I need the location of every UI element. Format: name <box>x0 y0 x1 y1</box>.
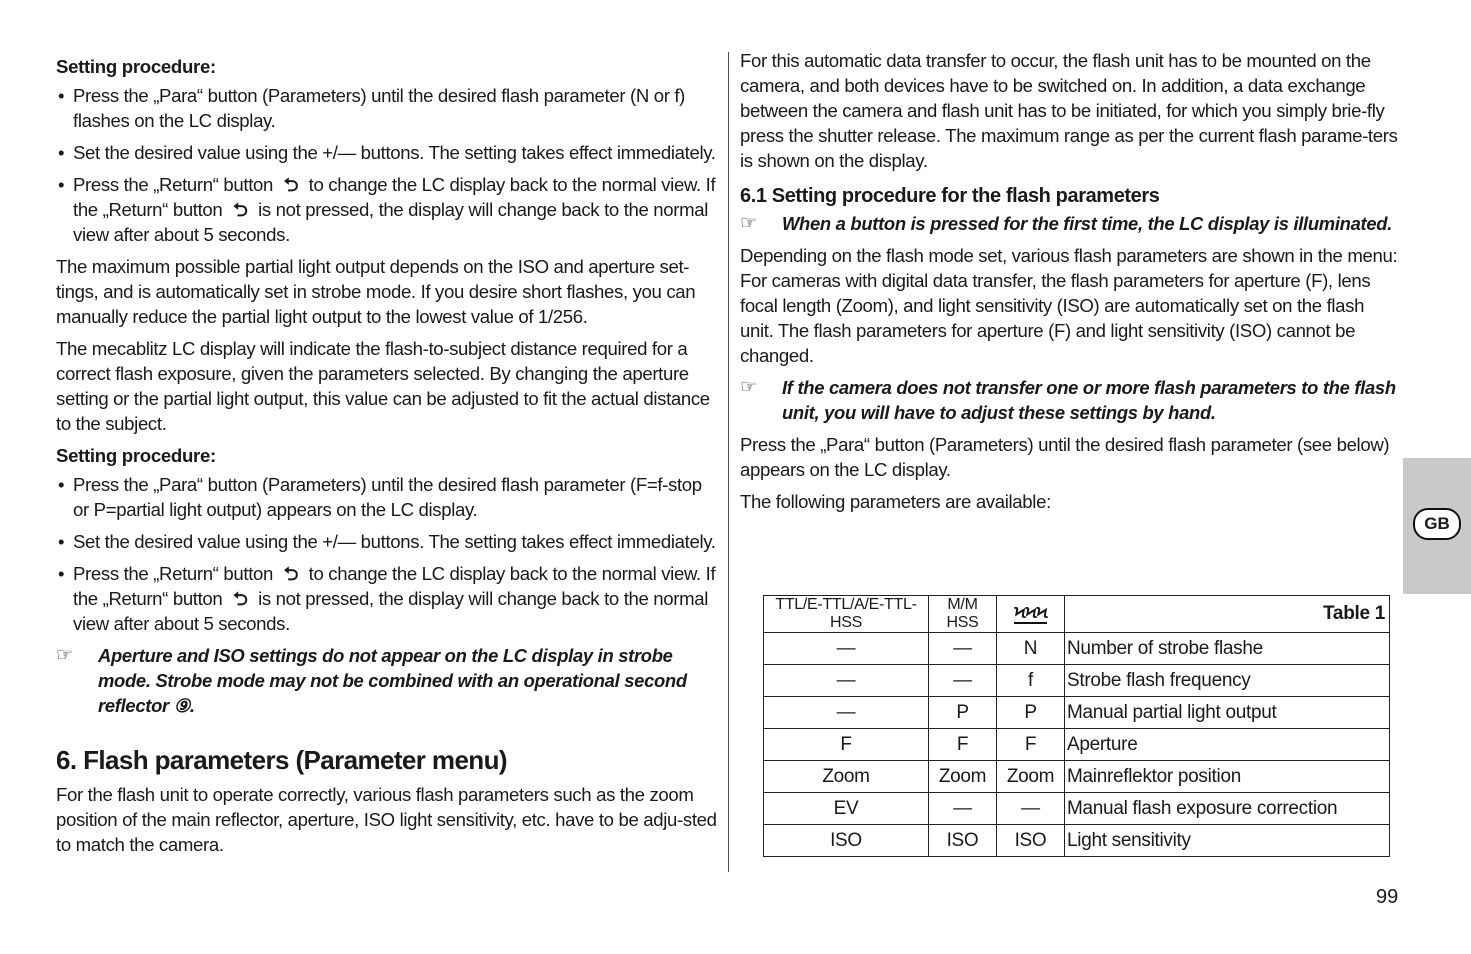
text-segment: is not pressed, the display will change back to the normal view after about 5 seconds. <box>73 199 709 245</box>
return-arrow-icon: ⮌ <box>283 563 299 584</box>
table-cell: Light sensitivity <box>1065 825 1390 857</box>
table-row <box>764 793 1390 825</box>
language-tab <box>1403 458 1471 594</box>
return-arrow-icon: ⮌ <box>232 199 248 220</box>
text-segment: is not pressed, the display will change back to the normal view after about 5 seconds. <box>73 588 709 634</box>
table-cell: F <box>764 729 929 761</box>
setting-procedure-heading: Setting procedure: <box>56 445 216 466</box>
table-row <box>764 761 1390 793</box>
list-item <box>56 172 718 247</box>
list-item: • Press the „Para“ button (Parameters) until the desired flash parameter (F=f-stop or P=partial light output) appears on the LC display. <box>56 472 718 522</box>
table-cell: Strobe flash frequency <box>1065 665 1390 697</box>
header-manual-mode: M/M HSS <box>929 596 997 633</box>
body-paragraph: Press the „Para“ button (Parameters) until the desired flash parameter (see below) appears on the LC display. <box>740 434 1390 480</box>
parameter-table <box>763 595 1390 857</box>
table-cell: f <box>997 665 1065 697</box>
pointing-hand-icon: ☞ <box>740 213 757 234</box>
table-cell: P <box>997 697 1065 729</box>
body-paragraph: For this automatic data transfer to occur, the flash unit has to be mounted on the camera, and both devices have to be switched on. In addition, a data exchange between the camera and flash unit has to be initiated, for which you simply brie-fly press the shutter release. The maximum range as per the current flash parame-ters is shown on the display. <box>740 50 1398 171</box>
list-item: • Press the „Para“ button (Parameters) until the desired flash parameter (N or f) flashes on the LC display. <box>56 83 718 133</box>
header-ttl-mode: TTL/E-TTL/A/E-TTL-HSS <box>764 596 929 633</box>
note <box>740 375 1400 425</box>
table-cell: Manual flash exposure correction <box>1065 793 1390 825</box>
list-item: • Set the desired value using the +/— buttons. The setting takes effect immediately. <box>56 529 718 554</box>
list-item: • Set the desired value using the +/— buttons. The setting takes effect immediately. <box>56 140 718 165</box>
note <box>56 643 718 718</box>
left-column <box>56 48 718 864</box>
table-cell: Aperture <box>1065 729 1390 761</box>
pointing-hand-icon: ☞ <box>56 645 73 666</box>
table-cell: Zoom <box>997 761 1065 793</box>
column-divider <box>728 52 729 872</box>
note-text: If the camera does not transfer one or more flash parameters to the flash unit, you will have to adjust these settings by hand. <box>782 377 1396 423</box>
table-cell: EV <box>764 793 929 825</box>
note <box>740 211 1400 236</box>
table-cell: Zoom <box>764 761 929 793</box>
table-row <box>764 729 1390 761</box>
body-paragraph: The following parameters are available: <box>740 491 1051 512</box>
text-segment: Press the „Return“ button <box>73 174 274 195</box>
section-title: 6. Flash parameters (Parameter menu) <box>56 745 507 775</box>
table-cell: Zoom <box>929 761 997 793</box>
return-arrow-icon: ⮌ <box>283 174 299 195</box>
table-cell: F <box>997 729 1065 761</box>
table-cell: — <box>929 793 997 825</box>
table-cell: ISO <box>929 825 997 857</box>
page-number: 99 <box>1376 886 1399 908</box>
list-item <box>56 561 718 636</box>
body-paragraph: The mecablitz LC display will indicate the flash-to-subject distance required for a correct flash exposure, given the parameters selected. By changing the aperture setting or the partial light output, this value can be adjusted to fit the actual distance to the subject. <box>56 338 710 434</box>
table-cell: ISO <box>764 825 929 857</box>
table-row <box>764 665 1390 697</box>
table-cell: Number of strobe flashe <box>1065 633 1390 665</box>
bullet-list <box>56 83 718 247</box>
table-cell: F <box>929 729 997 761</box>
table-cell: — <box>764 665 929 697</box>
setting-procedure-heading: Setting procedure: <box>56 56 216 77</box>
text-segment: to change the LC display back to the normal view. If the „Return“ button <box>73 563 716 609</box>
table-cell: P <box>929 697 997 729</box>
subsection-title: 6.1 Setting procedure for the flash parameters <box>740 185 1160 207</box>
text-segment: to change the LC display back to the normal view. If the „Return“ button <box>73 174 716 220</box>
table-cell: Manual partial light output <box>1065 697 1390 729</box>
table-label: Table 1 <box>1065 596 1390 633</box>
table-row <box>764 633 1390 665</box>
table-cell: — <box>929 633 997 665</box>
table-cell: — <box>997 793 1065 825</box>
body-paragraph: Depending on the flash mode set, various flash parameters are shown in the menu: For cameras with digital data transfer, the flash parameters for aperture (F), lens focal length (Zoom), and light sensitivity (ISO) are automatically set on the flash unit. The flash parameters for aperture (F) and light sensitivity (ISO) cannot be changed. <box>740 245 1398 366</box>
table-header-row <box>764 596 1390 633</box>
table-cell: ISO <box>997 825 1065 857</box>
strobe-mode-icon: ϞϞϞ <box>1013 604 1048 622</box>
text-segment: Press the „Return“ button <box>73 563 274 584</box>
right-column <box>740 48 1400 521</box>
table-cell: — <box>764 633 929 665</box>
table-row <box>764 697 1390 729</box>
body-paragraph: For the flash unit to operate correctly, various flash parameters such as the zoom position of the main reflector, aperture, ISO light sensitivity, etc. have to be adju-sted to match the camera. <box>56 784 717 855</box>
language-badge: GB <box>1413 508 1461 540</box>
table-cell: Mainreflektor position <box>1065 761 1390 793</box>
table-row <box>764 825 1390 857</box>
table-cell: — <box>764 697 929 729</box>
header-strobe-mode <box>997 596 1065 633</box>
bullet-list <box>56 472 718 636</box>
note-text: When a button is pressed for the first time, the LC display is illuminated. <box>782 213 1393 234</box>
table-cell: — <box>929 665 997 697</box>
pointing-hand-icon: ☞ <box>740 377 757 398</box>
note-text: Aperture and ISO settings do not appear on the LC display in strobe mode. Strobe mode may not be combined with an operational second reflector ⑨. <box>98 645 687 716</box>
return-arrow-icon: ⮌ <box>232 588 248 609</box>
body-paragraph: The maximum possible partial light output depends on the ISO and aperture set-tings, and is automatically set in strobe mode. If you desire short flashes, you can manually reduce the partial light output to the lowest value of 1/256. <box>56 256 696 327</box>
table-cell: N <box>997 633 1065 665</box>
